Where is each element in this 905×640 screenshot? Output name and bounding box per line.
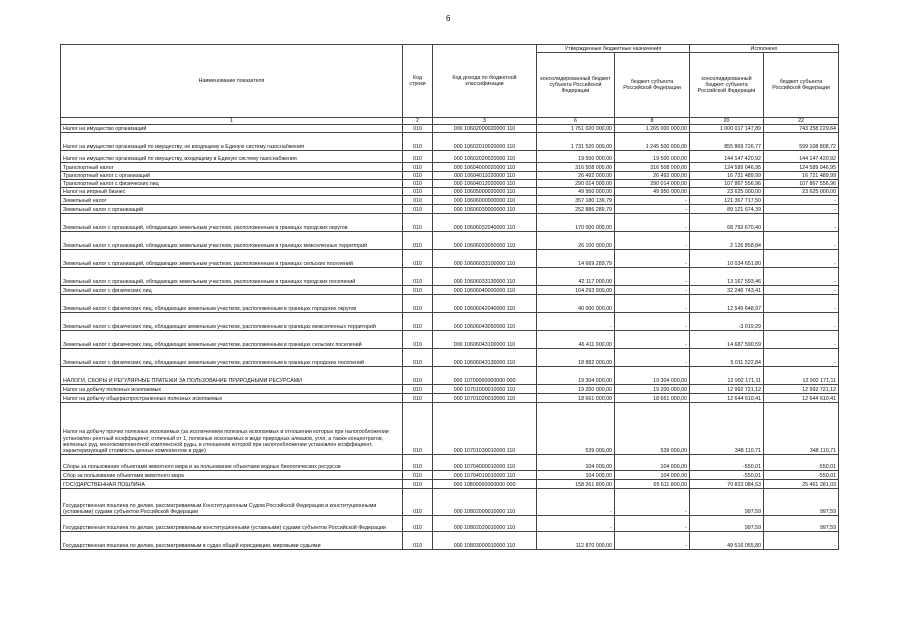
header-name: Наименование показателя (61, 45, 403, 118)
row-executed-consolidated: 23 625 000,00 (690, 188, 764, 196)
row-executed-consolidated: 12 992 171,11 (690, 367, 764, 385)
row-approved-consolidated: - (537, 516, 615, 532)
row-kbk: 000 10701000010000 110 (433, 385, 537, 394)
col-number: 1 (61, 118, 403, 125)
row-executed-consolidated: 14 687 590,59 (690, 331, 764, 349)
row-kbk: 000 10700000000000 000 (433, 367, 537, 385)
table-row (61, 172, 839, 180)
table-row (61, 214, 839, 232)
row-kbk: 000 10606032040000 110 (433, 214, 537, 232)
row-approved-subject: 539 000,00 (615, 403, 690, 455)
table-row (61, 205, 839, 214)
row-code: 010 (403, 403, 433, 455)
row-executed-subject: - (764, 268, 839, 286)
header-group-executed: Исполнено (690, 45, 839, 53)
row-name: НАЛОГИ, СБОРЫ И РЕГУЛЯРНЫЕ ПЛАТЕЖИ ЗА ПОЛЬЗОВАНИЕ ПРИРОДНЫМИ РЕСУРСАМИ (61, 367, 403, 385)
row-kbk: 000 10602010020000 110 (433, 133, 537, 151)
row-approved-consolidated: - (537, 313, 615, 331)
row-code: 010 (403, 151, 433, 163)
row-executed-consolidated: 10 034 651,80 (690, 250, 764, 268)
row-name: Сборы за пользование объектами животного мира и за пользование объектами водных биологических ресурсов (61, 455, 403, 471)
row-approved-consolidated: 46 411 900,00 (537, 331, 615, 349)
row-code: 010 (403, 532, 433, 550)
row-approved-consolidated: 18 882 000,00 (537, 349, 615, 367)
row-code: 010 (403, 196, 433, 205)
row-code: 010 (403, 385, 433, 394)
row-approved-subject: - (615, 313, 690, 331)
table-row (61, 532, 839, 550)
row-code: 010 (403, 133, 433, 151)
row-executed-subject: -550,01 (764, 471, 839, 480)
row-approved-subject: - (615, 532, 690, 550)
table-row (61, 349, 839, 367)
row-executed-subject: 107 867 556,96 (764, 180, 839, 188)
col-number: 2 (403, 118, 433, 125)
row-kbk: 000 10604000020000 110 (433, 163, 537, 172)
row-code: 010 (403, 286, 433, 295)
row-executed-subject: - (764, 214, 839, 232)
row-code: 010 (403, 214, 433, 232)
row-kbk: 000 10604012020000 110 (433, 180, 537, 188)
row-executed-subject: - (764, 286, 839, 295)
header-executed-consolidated: консолидированный бюджет субъекта Российской Федерации (690, 53, 764, 118)
row-executed-subject: 348 110,71 (764, 403, 839, 455)
table-row (61, 394, 839, 403)
table-row (61, 196, 839, 205)
row-approved-subject: - (615, 268, 690, 286)
row-approved-subject: 65 611 800,00 (615, 480, 690, 489)
row-kbk: 000 10704000010000 110 (433, 455, 537, 471)
row-code: 010 (403, 516, 433, 532)
table-row (61, 286, 839, 295)
row-code: 010 (403, 250, 433, 268)
row-approved-consolidated: 357 180 139,79 (537, 196, 615, 205)
row-name: Земельный налог (61, 196, 403, 205)
row-executed-subject: - (764, 313, 839, 331)
row-approved-consolidated: 26 100 000,00 (537, 232, 615, 250)
row-executed-consolidated: 107 867 556,96 (690, 180, 764, 188)
row-approved-subject: - (615, 250, 690, 268)
row-executed-consolidated: 13 167 593,46 (690, 268, 764, 286)
row-code: 010 (403, 455, 433, 471)
row-name: Налог на имущество организаций (61, 125, 403, 133)
row-kbk: 000 10605000020000 110 (433, 188, 537, 196)
row-executed-subject: 124 589 046,95 (764, 163, 839, 172)
row-name: Земельный налог с физических лиц, обладающих земельным участком, расположенным в границах городских поселений (61, 349, 403, 367)
row-kbk: 000 10606033050000 110 (433, 232, 537, 250)
table-row (61, 385, 839, 394)
row-approved-consolidated: 316 508 000,00 (537, 163, 615, 172)
row-code: 010 (403, 480, 433, 489)
row-kbk: 000 10606033130000 110 (433, 268, 537, 286)
row-code: 010 (403, 295, 433, 313)
row-kbk: 000 10802020010000 110 (433, 516, 537, 532)
row-name: ГОСУДАРСТВЕННАЯ ПОШЛИНА (61, 480, 403, 489)
row-kbk: 000 10604011020000 110 (433, 172, 537, 180)
row-approved-subject: - (615, 196, 690, 205)
row-executed-consolidated: 12 992 721,12 (690, 385, 764, 394)
row-code: 010 (403, 349, 433, 367)
page-number: 6 (446, 14, 451, 23)
row-code: 010 (403, 471, 433, 480)
row-executed-subject: - (764, 250, 839, 268)
row-code: 010 (403, 268, 433, 286)
row-executed-subject: 12 992 171,11 (764, 367, 839, 385)
row-kbk: 000 10606030000000 110 (433, 205, 537, 214)
row-approved-consolidated: 112 870 000,00 (537, 532, 615, 550)
row-kbk: 000 10606040000000 110 (433, 286, 537, 295)
row-name: Земельный налог с организаций, обладающих земельным участком, расположенным в границах сельских поселений (61, 250, 403, 268)
row-approved-subject: 290 014 000,00 (615, 180, 690, 188)
row-code: 010 (403, 180, 433, 188)
row-kbk: 000 10606042040000 110 (433, 295, 537, 313)
row-approved-consolidated: 49 950 000,00 (537, 188, 615, 196)
row-approved-consolidated: 1 731 520 000,00 (537, 133, 615, 151)
table-row (61, 489, 839, 516)
row-approved-consolidated: 19 304 000,00 (537, 367, 615, 385)
row-approved-subject: - (615, 295, 690, 313)
row-code: 010 (403, 331, 433, 349)
row-executed-consolidated: 2 126 858,84 (690, 232, 764, 250)
header-approved-subject: бюджет субъекта Российской Федерации (615, 53, 690, 118)
row-approved-consolidated: - (537, 489, 615, 516)
row-name: Государственная пошлина по делам, рассматриваемым в судах общей юрисдикции, мировыми судьями (61, 532, 403, 550)
row-executed-subject: 997,59 (764, 516, 839, 532)
row-code: 010 (403, 163, 433, 172)
row-code: 010 (403, 172, 433, 180)
row-approved-subject: 49 950 000,00 (615, 188, 690, 196)
col-number: 22 (764, 118, 839, 125)
row-executed-consolidated: 16 721 489,99 (690, 172, 764, 180)
header-group-approved: Утвержденные бюджетные назначения (537, 45, 690, 53)
row-approved-subject: - (615, 349, 690, 367)
row-approved-consolidated: 158 261 800,00 (537, 480, 615, 489)
row-approved-subject: 19 304 000,00 (615, 367, 690, 385)
row-approved-consolidated: 104 000,00 (537, 471, 615, 480)
row-name: Транспортный налог (61, 163, 403, 172)
row-approved-consolidated: 40 000 000,00 (537, 295, 615, 313)
row-approved-consolidated: 18 661 000,00 (537, 394, 615, 403)
row-approved-subject: 18 661 000,00 (615, 394, 690, 403)
header-code: Код строки (403, 45, 433, 118)
row-kbk: 000 10606000000000 110 (433, 196, 537, 205)
row-executed-subject: - (764, 196, 839, 205)
row-approved-subject: - (615, 205, 690, 214)
row-kbk: 000 10606033100000 110 (433, 250, 537, 268)
row-executed-consolidated: 144 147 420,92 (690, 151, 764, 163)
row-name: Земельный налог с организаций, обладающих земельным участком, расположенным в границах городских округов (61, 214, 403, 232)
row-code: 010 (403, 489, 433, 516)
col-number: 3 (433, 118, 537, 125)
table-row (61, 455, 839, 471)
row-approved-consolidated: 1 751 020 000,00 (537, 125, 615, 133)
row-approved-subject: - (615, 232, 690, 250)
row-approved-consolidated: 104 293 900,00 (537, 286, 615, 295)
col-number: 20 (690, 118, 764, 125)
header-approved-consolidated: консолидированный бюджет субъекта Российской Федерации (537, 53, 615, 118)
row-executed-subject: -550,01 (764, 455, 839, 471)
table-row (61, 471, 839, 480)
row-approved-subject: 316 508 000,00 (615, 163, 690, 172)
row-executed-subject: 16 721 489,99 (764, 172, 839, 180)
header-executed-subject: бюджет субъекта Российской Федерации (764, 53, 839, 118)
table-row (61, 313, 839, 331)
row-code: 010 (403, 188, 433, 196)
row-name: Налог на добычу общераспространенных полезных ископаемых (61, 394, 403, 403)
table-row (61, 133, 839, 151)
row-code: 010 (403, 313, 433, 331)
table-row (61, 188, 839, 196)
row-executed-consolidated: 855 869 726,77 (690, 133, 764, 151)
row-approved-consolidated: 19 200 000,00 (537, 385, 615, 394)
table-row (61, 331, 839, 349)
row-approved-consolidated: 42 117 000,00 (537, 268, 615, 286)
row-kbk: 000 10606043100000 110 (433, 331, 537, 349)
col-number: 6 (537, 118, 615, 125)
row-executed-consolidated: -550,01 (690, 471, 764, 480)
row-approved-consolidated: 252 886 289,79 (537, 205, 615, 214)
row-executed-consolidated: 348 110,71 (690, 403, 764, 455)
row-approved-subject: 104 000,00 (615, 455, 690, 471)
table-row (61, 125, 839, 133)
table-row (61, 403, 839, 455)
row-approved-consolidated: 539 000,00 (537, 403, 615, 455)
row-approved-subject: 1 245 500 000,00 (615, 133, 690, 151)
row-executed-subject: - (764, 232, 839, 250)
row-code: 010 (403, 125, 433, 133)
row-name: Земельный налог с физических лиц, обладающих земельным участком, расположенным в границах межселенных территорий (61, 313, 403, 331)
row-executed-consolidated: 89 121 674,39 (690, 205, 764, 214)
row-approved-subject: 26 492 000,00 (615, 172, 690, 180)
row-code: 010 (403, 232, 433, 250)
row-name: Налог на игорный бизнес (61, 188, 403, 196)
row-approved-subject: 1 265 000 000,00 (615, 125, 690, 133)
row-executed-subject: 23 625 000,00 (764, 188, 839, 196)
table-row (61, 295, 839, 313)
row-approved-subject: 19 500 000,00 (615, 151, 690, 163)
row-name: Сбор за пользование объектами животного мира (61, 471, 403, 480)
row-approved-consolidated: 19 500 000,00 (537, 151, 615, 163)
row-approved-subject: - (615, 286, 690, 295)
table-row (61, 268, 839, 286)
row-name: Земельный налог с организаций, обладающих земельным участком, расположенным в границах межселенных территорий (61, 232, 403, 250)
table-row (61, 163, 839, 172)
row-name: Государственная пошлина по делам, рассматриваемым Конституционным Судом Российской Федерации и конституционными (уставными) судами субъектов Российской Федерации (61, 489, 403, 516)
row-kbk: 000 10701020010000 110 (433, 394, 537, 403)
row-approved-consolidated: 26 492 000,00 (537, 172, 615, 180)
row-executed-subject: 997,59 (764, 489, 839, 516)
budget-table (60, 44, 839, 550)
row-executed-consolidated: 121 367 717,50 (690, 196, 764, 205)
row-kbk: 000 10606043050000 110 (433, 313, 537, 331)
row-executed-consolidated: 70 823 084,53 (690, 480, 764, 489)
table-row (61, 180, 839, 188)
header-classification: Код дохода по бюджетной классификации (433, 45, 537, 118)
row-executed-subject: 599 108 808,72 (764, 133, 839, 151)
row-code: 010 (403, 367, 433, 385)
row-kbk: 000 10606043130000 110 (433, 349, 537, 367)
row-executed-consolidated: 1 000 017 147,89 (690, 125, 764, 133)
row-name: Налог на имущество организаций по имуществу, не входящему в Единую систему газоснабжения (61, 133, 403, 151)
row-approved-subject: - (615, 214, 690, 232)
row-approved-consolidated: 170 000 000,00 (537, 214, 615, 232)
row-executed-consolidated: 12 549 648,97 (690, 295, 764, 313)
row-code: 010 (403, 205, 433, 214)
row-executed-subject: - (764, 295, 839, 313)
row-executed-subject: 25 461 281,03 (764, 480, 839, 489)
row-executed-consolidated: 12 644 610,41 (690, 394, 764, 403)
table-row (61, 367, 839, 385)
col-number: 8 (615, 118, 690, 125)
row-executed-subject: 12 644 610,41 (764, 394, 839, 403)
row-approved-consolidated: 290 014 000,00 (537, 180, 615, 188)
row-executed-subject: - (764, 205, 839, 214)
row-executed-subject: - (764, 331, 839, 349)
row-executed-subject: - (764, 349, 839, 367)
table-row (61, 250, 839, 268)
row-name: Земельный налог с физических лиц (61, 286, 403, 295)
row-kbk: 000 10802000010000 110 (433, 489, 537, 516)
row-name: Земельный налог с физических лиц, обладающих земельным участком, расположенным в границах городских округов (61, 295, 403, 313)
row-executed-consolidated: 5 011 522,84 (690, 349, 764, 367)
table-row (61, 232, 839, 250)
row-name: Налог на имущество организаций по имуществу, входящему в Единую систему газоснабжения (61, 151, 403, 163)
row-approved-consolidated: 104 000,00 (537, 455, 615, 471)
row-executed-consolidated: 68 792 670,40 (690, 214, 764, 232)
row-executed-consolidated: -3 019,29 (690, 313, 764, 331)
row-kbk: 000 10701030010000 110 (433, 403, 537, 455)
row-executed-subject: 743 258 229,64 (764, 125, 839, 133)
table-row (61, 516, 839, 532)
row-name: Налог на добычу полезных ископаемых (61, 385, 403, 394)
row-approved-subject: 104 000,00 (615, 471, 690, 480)
row-name: Земельный налог с физических лиц, обладающих земельным участком, расположенным в границах сельских поселений (61, 331, 403, 349)
row-kbk: 000 10800000000000 000 (433, 480, 537, 489)
row-kbk: 000 10602000020000 110 (433, 125, 537, 133)
row-approved-subject: - (615, 516, 690, 532)
row-name: Государственная пошлина по делам, рассматриваемым конституционными (уставными) судами субъектов Российской Федерации (61, 516, 403, 532)
row-executed-consolidated: 49 516 055,80 (690, 532, 764, 550)
row-executed-subject: 144 147 420,92 (764, 151, 839, 163)
row-kbk: 000 10602020020000 110 (433, 151, 537, 163)
row-approved-subject: - (615, 489, 690, 516)
row-kbk: 000 10704010010000 110 (433, 471, 537, 480)
row-name: Транспортный налог с организаций (61, 172, 403, 180)
row-approved-subject: 19 200 000,00 (615, 385, 690, 394)
row-name: Земельный налог с организаций, обладающих земельным участком, расположенным в границах городских поселений (61, 268, 403, 286)
row-name: Транспортный налог с физических лиц (61, 180, 403, 188)
row-executed-consolidated: 997,59 (690, 516, 764, 532)
row-name: Земельный налог с организаций (61, 205, 403, 214)
row-executed-consolidated: 124 589 046,95 (690, 163, 764, 172)
row-approved-consolidated: 14 669 289,79 (537, 250, 615, 268)
row-approved-subject: - (615, 331, 690, 349)
row-kbk: 000 10803000010000 110 (433, 532, 537, 550)
row-code: 010 (403, 394, 433, 403)
table-row (61, 151, 839, 163)
row-name: Налог на добычу прочих полезных ископаемых (за исключением полезных ископаемых в отношении которых при налогообложении установлен рентный коэффициент, отличный от 1, полезных ископаемых в виде природных алмазов, угля, а также концентратов, железных руд, многокомпонентной комплексной руды, в отношении которой при налогообложении установлен коэффициент, характеризующий стоимость ценных компонентов в руде) (61, 403, 403, 455)
table-header (61, 45, 839, 125)
table-row (61, 480, 839, 489)
table-body (61, 125, 839, 550)
row-executed-consolidated: 997,59 (690, 489, 764, 516)
row-executed-subject: 12 992 721,12 (764, 385, 839, 394)
row-executed-consolidated: 32 246 743,41 (690, 286, 764, 295)
row-executed-consolidated: -550,01 (690, 455, 764, 471)
row-executed-subject: - (764, 532, 839, 550)
